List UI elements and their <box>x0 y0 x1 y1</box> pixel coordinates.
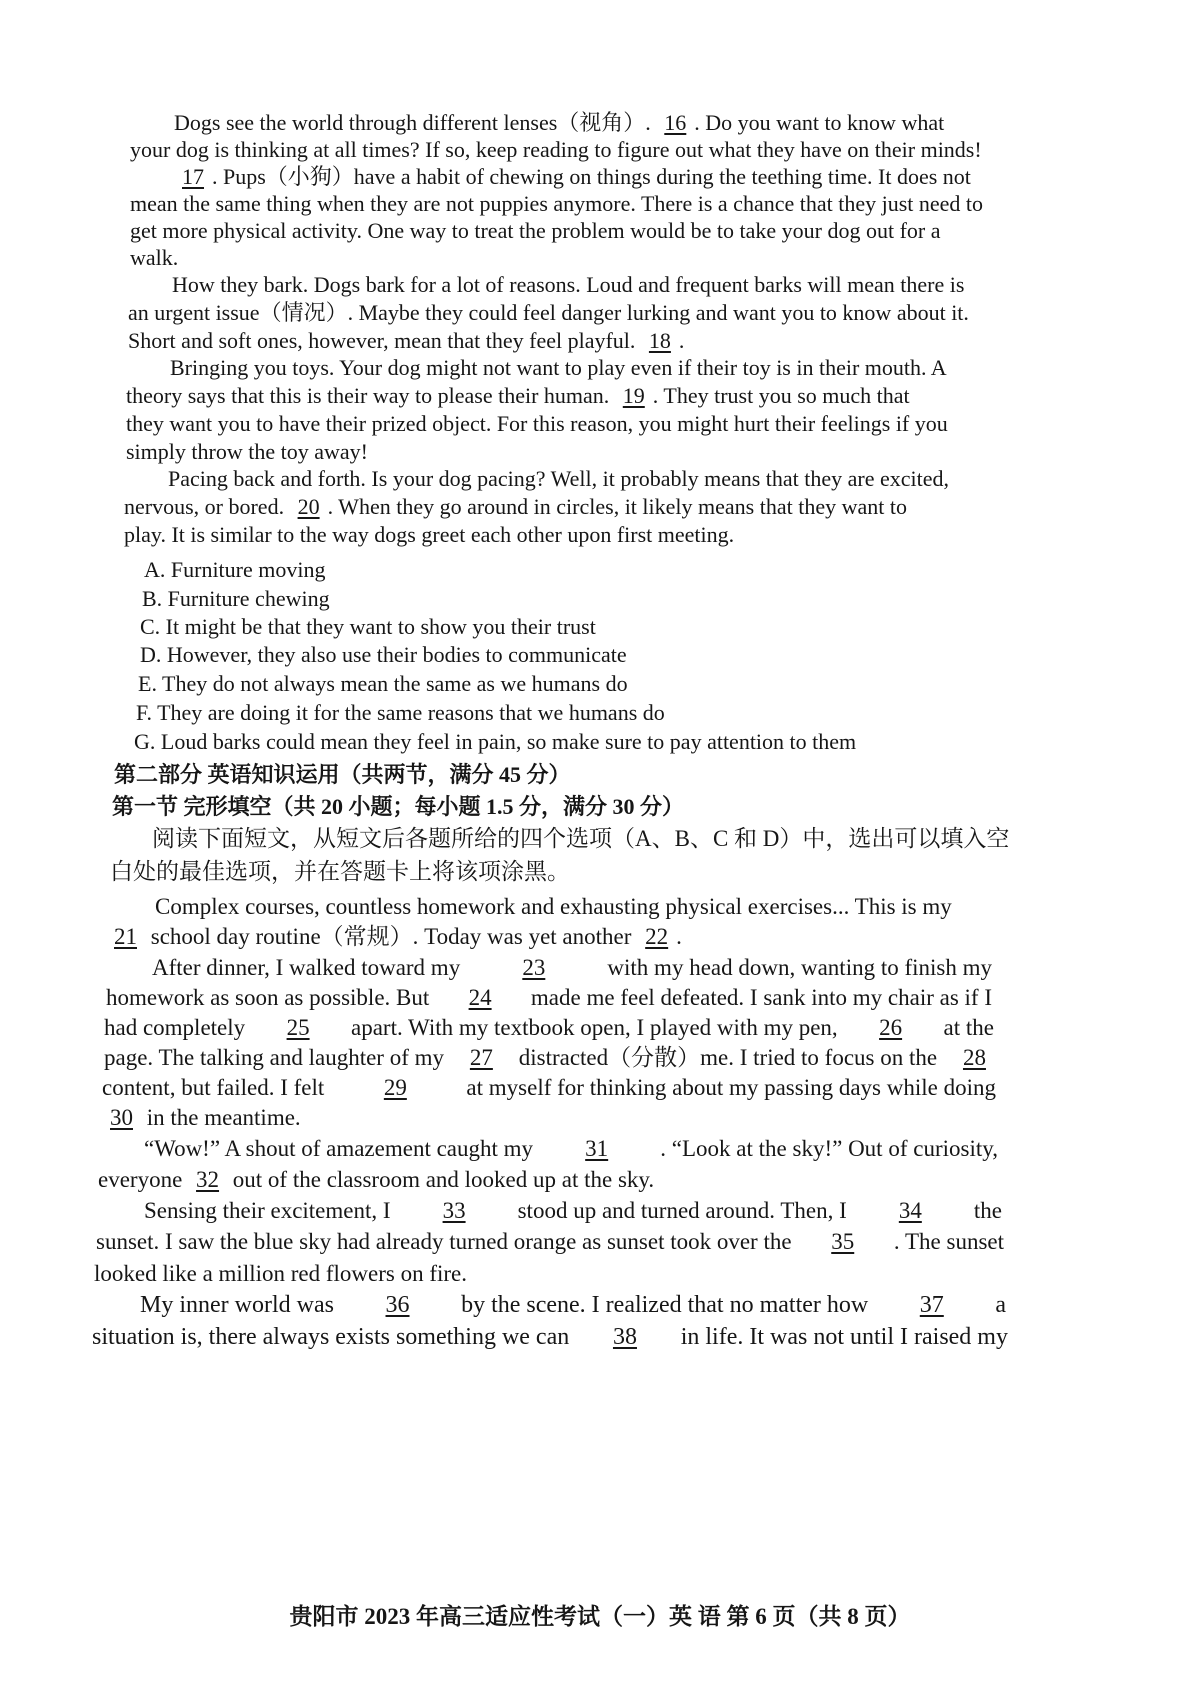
blank-26: 26 <box>879 1015 903 1040</box>
page-footer: 贵阳市 2023 年高三适应性考试（一）英 语 第 6 页（共 8 页） <box>289 1604 911 1629</box>
instruction-line: 白处的最佳选项，并在答题卡上将该项涂黑。 <box>110 859 570 884</box>
text: stood up and turned around. Then, I <box>517 1198 847 1223</box>
text: everyone <box>98 1167 183 1192</box>
cloze-line <box>155 892 990 922</box>
blank-34: 34 <box>898 1198 922 1223</box>
blank-19: 19 <box>622 383 645 408</box>
text: homework as soon as possible. But <box>106 985 430 1010</box>
passage-line: simply throw the toy away! <box>126 439 368 464</box>
cloze-line <box>104 1043 994 1073</box>
option-b: B. Furniture chewing <box>142 586 330 611</box>
text: school day routine（常规）. Today was yet another <box>150 924 632 949</box>
blank-16: 16 <box>664 110 687 135</box>
blank-18: 18 <box>648 328 671 353</box>
blank-37: 37 <box>919 1292 944 1318</box>
text: Short and soft ones, however, mean that they feel playful. <box>128 328 636 353</box>
text: . “Look at the sky!” Out of curiosity, <box>660 1136 998 1161</box>
cloze-line <box>98 1165 654 1195</box>
passage-line <box>174 162 971 192</box>
text: had completely <box>104 1015 246 1040</box>
passage-line <box>124 492 907 522</box>
cloze-line <box>92 1322 1008 1352</box>
passage-line <box>174 108 944 138</box>
cloze-line <box>104 1013 994 1043</box>
blank-35: 35 <box>831 1229 855 1254</box>
cloze-line: looked like a million red flowers on fire. <box>94 1261 468 1286</box>
blank-21: 21 <box>114 924 137 949</box>
text: After dinner, I walked toward my <box>152 955 461 980</box>
cloze-line: 21 school day routine（常规）. Today was yet another 22 . <box>106 922 682 952</box>
blank-24: 24 <box>468 985 492 1010</box>
passage-line: an urgent issue（情况）. Maybe they could feel danger lurking and want you to know about it. <box>128 300 969 325</box>
text: . They trust you so much that <box>652 383 910 408</box>
blank-27: 27 <box>469 1045 493 1070</box>
passage-line: Pacing back and forth. Is your dog pacing? Well, it probably means that they are excited, <box>168 466 950 491</box>
cloze-line <box>144 1134 998 1164</box>
cloze-line <box>106 983 992 1013</box>
text: Sensing their excitement, I <box>144 1198 391 1223</box>
section-2-title: 第二部分 英语知识运用（共两节，满分 45 分） <box>114 762 571 787</box>
option-f: F. They are doing it for the same reasons that we humans do <box>136 700 665 725</box>
cloze-line <box>102 1073 996 1103</box>
cloze-line <box>140 1290 1006 1320</box>
blank-28: 28 <box>962 1045 986 1070</box>
text: apart. With my textbook open, I played with my pen, <box>351 1015 838 1040</box>
passage-line: play. It is similar to the way dogs greet each other upon first meeting. <box>124 522 735 547</box>
passage-line: they want you to have their prized object. For this reason, you might hurt their feelings if you <box>126 411 948 436</box>
blank-36: 36 <box>385 1292 410 1318</box>
text: the <box>973 1198 1002 1223</box>
text: made me feel defeated. I sank into my chair as if I <box>530 985 992 1010</box>
option-a: A. Furniture moving <box>144 557 326 582</box>
passage-line: get more physical activity. One way to treat the problem would be to take your dog out for a <box>130 218 941 243</box>
cloze-line <box>152 953 992 983</box>
blank-38: 38 <box>612 1324 637 1350</box>
text: with my head down, wanting to finish my <box>607 955 992 980</box>
text: sunset. I saw the blue sky had already turned orange as sunset took over the <box>96 1229 792 1254</box>
text: . When they go around in circles, it likely means that they want to <box>327 494 907 519</box>
passage-line: mean the same thing when they are not puppies anymore. There is a chance that they just need to <box>130 191 984 216</box>
text: a <box>995 1292 1006 1318</box>
instruction-line: 阅读下面短文，从短文后各题所给的四个选项（A、B、C 和 D）中，选出可以填入空 <box>152 826 1010 851</box>
text: at myself for thinking about my passing days while doing <box>466 1075 996 1100</box>
blank-31: 31 <box>585 1136 609 1161</box>
text: My inner world was <box>140 1292 334 1318</box>
section-2-1-title: 第一节 完形填空（共 20 小题；每小题 1.5 分，满分 30 分） <box>112 794 685 819</box>
option-d: D. However, they also use their bodies to communicate <box>140 642 627 667</box>
option-c: C. It might be that they want to show you their trust <box>140 614 596 639</box>
text: page. The talking and laughter of my <box>104 1045 445 1070</box>
text: theory says that this is their way to please their human. <box>126 383 610 408</box>
text: by the scene. I realized that no matter how <box>461 1292 869 1318</box>
blank-30: 30 <box>110 1105 133 1130</box>
passage-line: walk. <box>130 245 179 270</box>
passage-line: How they bark. Dogs bark for a lot of reasons. Loud and frequent barks will mean there is <box>172 272 965 297</box>
blank-25: 25 <box>286 1015 310 1040</box>
blank-22: 22 <box>645 924 669 949</box>
cloze-line <box>144 1196 1002 1226</box>
text: out of the classroom and looked up at the sky. <box>232 1167 655 1192</box>
blank-29: 29 <box>383 1075 407 1100</box>
option-g: G. Loud barks could mean they feel in pain, so make sure to pay attention to them <box>134 729 857 754</box>
blank-32: 32 <box>196 1167 220 1192</box>
blank-33: 33 <box>442 1198 466 1223</box>
option-e: E. They do not always mean the same as we humans do <box>138 671 628 696</box>
text: in the meantime. <box>146 1105 301 1130</box>
passage-line: your dog is thinking at all times? If so, keep reading to figure out what they have on their minds! <box>130 137 982 162</box>
passage-line: Short and soft ones, however, mean that they feel playful. 18 . <box>128 326 684 356</box>
text: situation is, there always exists something we can <box>92 1324 570 1350</box>
text: . Do you want to know what <box>694 110 945 135</box>
text: . The sunset <box>893 1229 1004 1254</box>
text: “Wow!” A shout of amazement caught my <box>144 1136 534 1161</box>
text: at the <box>943 1015 994 1040</box>
passage-line: Bringing you toys. Your dog might not want to play even if their toy is in their mouth. A <box>170 355 947 380</box>
text: Complex courses, countless homework and exhausting physical exercises... This is my <box>155 894 952 919</box>
blank-23: 23 <box>522 955 546 980</box>
text: in life. It was not until I raised my <box>680 1324 1008 1350</box>
text: Dogs see the world through different lenses（视角）. <box>174 110 651 135</box>
cloze-line <box>102 1103 301 1133</box>
text: nervous, or bored. <box>124 494 285 519</box>
cloze-line <box>96 1227 1004 1257</box>
blank-17: 17 <box>182 164 204 189</box>
text: content, but failed. I felt <box>102 1075 325 1100</box>
passage-line <box>126 381 910 411</box>
text: . Pups（小狗）have a habit of chewing on things during the teething time. It does not <box>212 164 971 189</box>
blank-20: 20 <box>297 494 320 519</box>
text: distracted（分散）me. I tried to focus on the <box>518 1045 938 1070</box>
